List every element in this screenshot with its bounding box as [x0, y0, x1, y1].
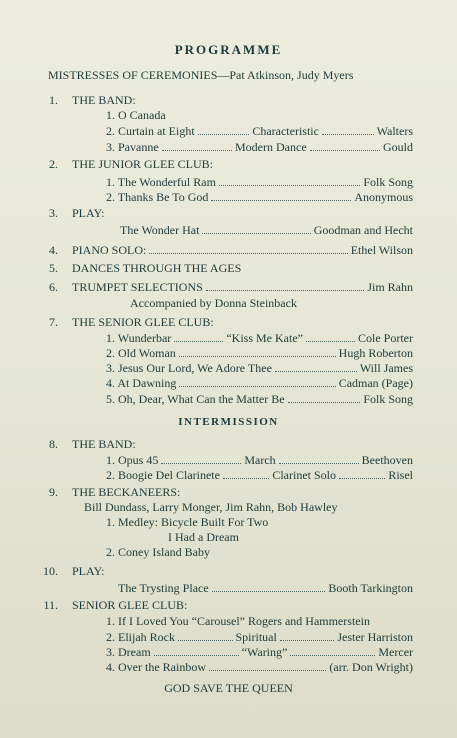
dot-leader [198, 134, 250, 135]
section-number: 6. [49, 280, 58, 294]
item-source: “Waring” [241, 645, 288, 659]
list-item-continued: I Had a Dream [168, 530, 239, 544]
item-source: “Kiss Me Kate” [226, 331, 303, 345]
dot-leader [223, 478, 269, 479]
item-composer: Mercer [378, 645, 414, 659]
dot-leader [178, 640, 233, 641]
list-item [118, 581, 413, 596]
dot-leader [154, 655, 239, 656]
section-4 [36, 243, 413, 258]
item-title: 2. Elijah Rock [106, 630, 175, 644]
item-title: 4. At Dawning [106, 376, 177, 390]
list-item: 1. If I Loved You “Carousel” Rogers and Hammerstein [106, 614, 370, 628]
item-title: 1. Wunderbar [106, 331, 172, 345]
item-composer: Cole Porter [358, 331, 414, 345]
section-number: 10. [43, 564, 58, 578]
dot-leader [212, 591, 326, 592]
section-heading: PLAY: [72, 564, 105, 578]
item-type: Characteristic [252, 124, 319, 138]
item-composer: Risel [388, 468, 414, 482]
dot-leader [174, 341, 223, 342]
section-heading: THE BAND: [72, 93, 136, 107]
section-number: 4. [49, 243, 58, 257]
section-number: 5. [49, 261, 58, 275]
section-heading: SENIOR GLEE CLUB: [72, 598, 188, 612]
dot-leader [290, 655, 375, 656]
item-arranger: (arr. Don Wright) [329, 660, 413, 674]
dot-leader [280, 640, 335, 641]
dot-leader [288, 402, 361, 403]
item-title: 1. The Wonderful Ram [106, 175, 216, 189]
item-type: Modern Dance [235, 140, 307, 154]
item-composer: Folk Song [363, 175, 413, 189]
dot-leader [161, 463, 241, 464]
item-composer: Folk Song [363, 392, 413, 406]
item-title: 2. Thanks Be To God [106, 190, 209, 204]
dot-leader [310, 150, 380, 151]
section-number: 8. [49, 437, 58, 451]
list-item [106, 453, 413, 468]
list-item [106, 630, 413, 645]
item-title: 1. Opus 45 [106, 453, 159, 467]
section-number: 3. [49, 206, 58, 220]
section-number: 7. [49, 315, 58, 329]
section-number: 1. [49, 93, 58, 107]
list-item: 1. O Canada [106, 108, 166, 122]
list-item: 2. Coney Island Baby [106, 545, 210, 559]
dot-leader [179, 386, 335, 387]
item-title: 3. Jesus Our Lord, We Adore Thee [106, 361, 272, 375]
section-number: 2. [49, 157, 58, 171]
page-title: PROGRAMME [174, 42, 283, 57]
performer: Jim Rahn [367, 280, 413, 294]
item-title: 4. Over the Rainbow [106, 660, 206, 674]
item-title: The Trysting Place [118, 581, 209, 595]
dot-leader [202, 233, 310, 234]
item-author: Booth Tarkington [328, 581, 413, 595]
item-title: 3. Dream [106, 645, 151, 659]
item-composer: Gould [383, 140, 414, 154]
list-item: 1. Medley: Bicycle Built For Two [106, 515, 269, 529]
item-composer: Cadman (Page) [338, 376, 413, 390]
dot-leader [179, 356, 336, 357]
list-item [106, 645, 413, 660]
item-type: Spiritual [235, 630, 277, 644]
dot-leader [206, 290, 365, 291]
list-item [106, 361, 413, 376]
dot-leader [322, 134, 374, 135]
section-heading: THE BAND: [72, 437, 136, 451]
accompanist-line: Accompanied by Donna Steinback [130, 296, 297, 310]
item-composer: Anonymous [354, 190, 413, 204]
section-heading: PIANO SOLO: [72, 243, 147, 257]
dot-leader [209, 670, 326, 671]
closing-line: GOD SAVE THE QUEEN [164, 681, 293, 695]
list-item [106, 660, 413, 675]
item-title: 2. Boogie Del Clarinete [106, 468, 220, 482]
section-heading: PLAY: [72, 206, 105, 220]
list-item [106, 175, 413, 190]
list-item [106, 392, 413, 407]
mistresses-line: MISTRESSES OF CEREMONIES—Pat Atkinson, Judy Myers [48, 68, 354, 82]
item-title: The Wonder Hat [120, 223, 200, 237]
item-title: 3. Pavanne [106, 140, 159, 154]
section-heading: THE SENIOR GLEE CLUB: [72, 315, 214, 329]
group-members: Bill Dundass, Larry Monger, Jim Rahn, Bob Hawley [84, 500, 338, 514]
section-heading: TRUMPET SELECTIONS [72, 280, 203, 294]
section-heading: THE BECKANEERS: [72, 485, 181, 499]
dot-leader [279, 463, 359, 464]
list-item [106, 331, 413, 346]
item-title: 5. Oh, Dear, What Can the Matter Be [106, 392, 285, 406]
dot-leader [275, 371, 357, 372]
dot-leader [219, 185, 360, 186]
item-type: Clarinet Solo [272, 468, 336, 482]
dot-leader [306, 341, 355, 342]
list-item [120, 223, 413, 238]
item-type: March [244, 453, 276, 467]
list-item [106, 190, 413, 205]
list-item [106, 376, 413, 391]
item-composer: Beethoven [361, 453, 413, 467]
section-number: 11. [43, 598, 58, 612]
item-composer: Walters [376, 124, 413, 138]
item-composer: Jester Harriston [337, 630, 413, 644]
item-title: 2. Curtain at Eight [106, 124, 195, 138]
list-item [106, 124, 413, 139]
list-item [106, 346, 413, 361]
performer: Ethel Wilson [350, 243, 413, 257]
dot-leader [339, 478, 385, 479]
intermission-heading: INTERMISSION [178, 416, 279, 428]
dot-leader [162, 150, 232, 151]
list-item [106, 140, 413, 155]
item-title: 2. Old Woman [106, 346, 176, 360]
section-heading: THE JUNIOR GLEE CLUB: [72, 157, 213, 171]
section-6 [36, 280, 413, 295]
dot-leader [211, 200, 351, 201]
list-item [106, 468, 413, 483]
item-author: Goodman and Hecht [313, 223, 413, 237]
item-composer: Will James [359, 361, 413, 375]
section-number: 9. [49, 485, 58, 499]
section-heading: DANCES THROUGH THE AGES [72, 261, 242, 275]
dot-leader [149, 253, 347, 254]
item-composer: Hugh Roberton [338, 346, 413, 360]
